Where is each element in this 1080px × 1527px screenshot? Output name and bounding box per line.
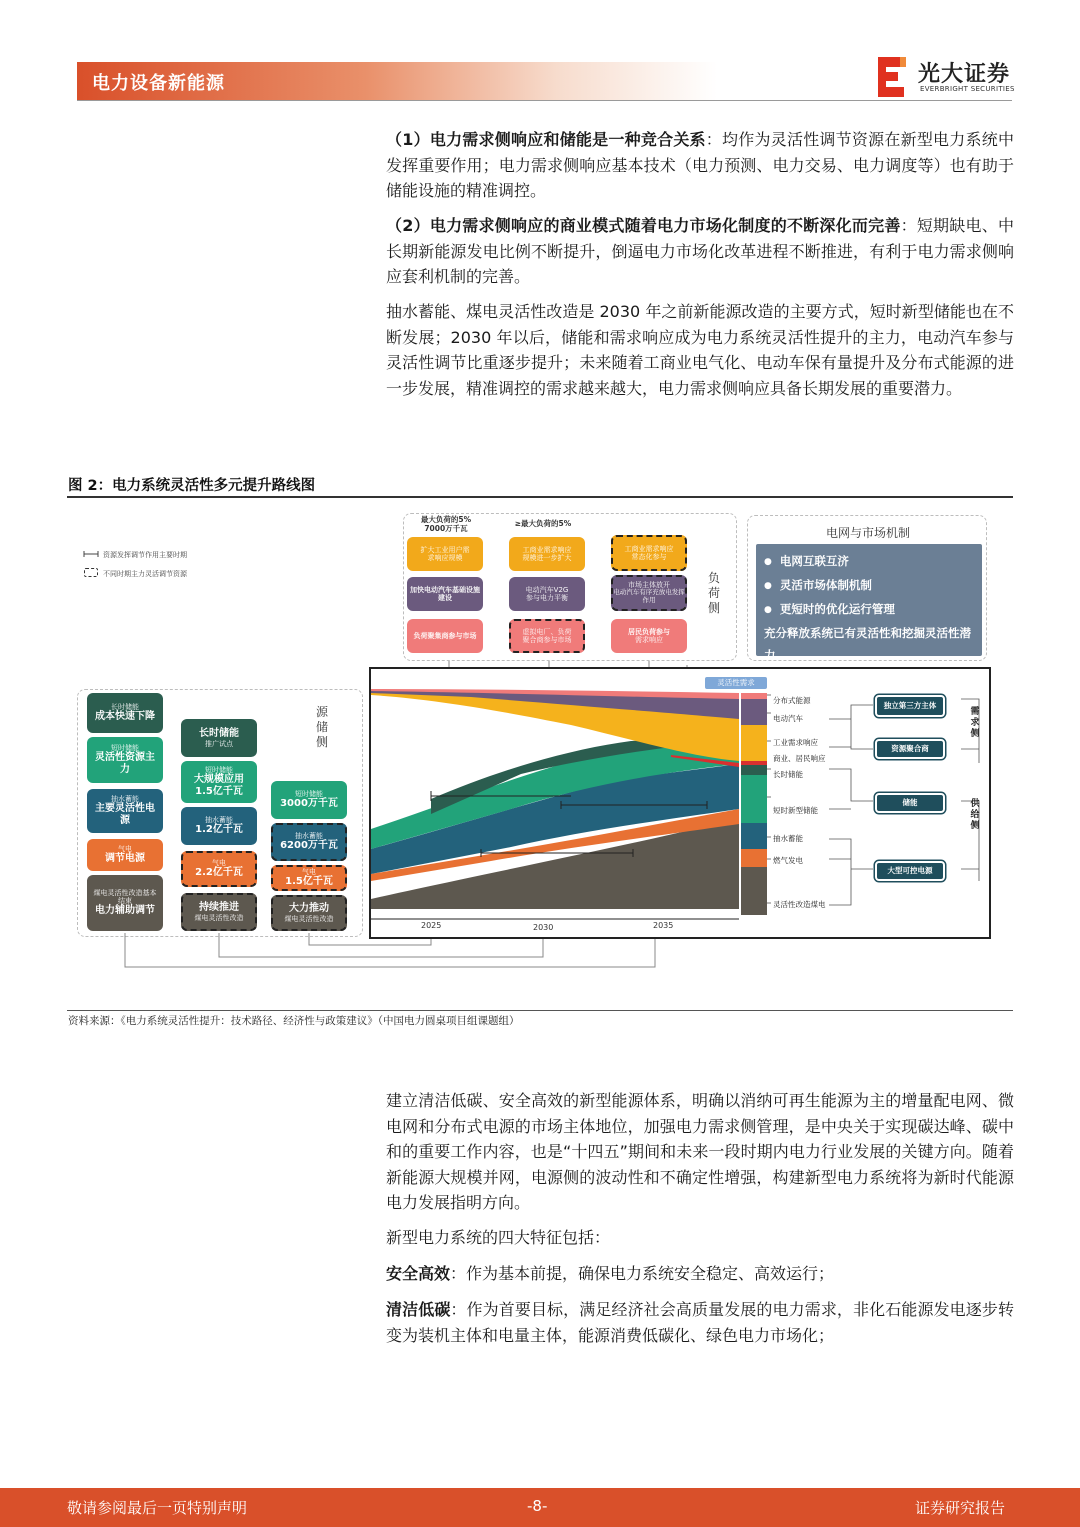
paragraph-7: 清洁低碳：作为首要目标，满足经济社会高质量发展的电力需求，非化石能源发电逐步转变为装机主体和电量主体，能源消费低碳化、绿色电力市场化； [386, 1300, 1014, 1345]
right-box-storage: 储能 [875, 793, 945, 813]
load-box-c1-r3: 负荷聚集商参与市场 [407, 619, 483, 653]
load-col-1-head: 最大负荷的5% 7000万千瓦 [420, 515, 472, 533]
footer-report-type: 证券研究报告 [914, 1499, 1005, 1517]
logo [878, 57, 1018, 99]
source-box-c1-r1: 长时储能 成本快速下降 [87, 693, 163, 733]
source-box-c2-r3: 抽水蓄能 1.2亿千瓦 [181, 807, 257, 845]
figure-title: 图 2：电力系统灵活性多元提升路线图 [68, 478, 316, 494]
logo-text-cn: 光大证券 [918, 62, 1011, 87]
year-tick: 2035 [653, 921, 674, 930]
source-side-label: 源储侧 [315, 705, 328, 749]
flexibility-chart-frame [369, 667, 991, 939]
grid-market-title: 电网与市场机制 [825, 526, 910, 540]
load-box-c1-r1: 扩大工业用户需 求响应规模 [407, 537, 483, 571]
figure-title-rule [67, 496, 1013, 498]
source-box-c2-r5: 持续推进 煤电灵活性改造 [181, 893, 257, 931]
resource-label: 燃气发电 [773, 856, 803, 865]
mechanism-summary: 充分释放系统已有灵活性和挖掘灵活性潜力 [764, 626, 971, 662]
load-box-c3-r3: 居民负荷参与 需求响应 [611, 619, 687, 653]
source-box-c3-r1: 短时储能 3000万千瓦 [271, 781, 347, 819]
load-box-c2-r3: 虚拟电厂、负荷 聚合商参与市场 [509, 619, 585, 653]
flex-demand-tag: 灵活性需求 [705, 677, 767, 689]
load-col-2-head: ≥最大负荷的5% [514, 519, 572, 528]
right-box-aggregator: 资源聚合商 [875, 739, 945, 759]
logo-text-en: EVERBRIGHT SECURITIES [920, 85, 1015, 93]
resource-label: 短时新型储能 [773, 806, 818, 815]
legend-solid-label: 资源发挥调节作用主要时期 [103, 551, 187, 559]
mechanism-item: ● 灵活市场体制机制 [764, 574, 974, 598]
demand-side-label: 需求侧 [970, 707, 980, 739]
source-box-c3-r3: 气电 1.5亿千瓦 [271, 865, 347, 891]
source-box-c1-r3: 抽水蓄能 主要灵活性电源 [87, 789, 163, 833]
source-box-c1-r4: 气电 调节电源 [87, 839, 163, 871]
right-box-controllable: 大型可控电源 [875, 861, 945, 881]
paragraph-5: 新型电力系统的四大特征包括： [386, 1228, 611, 1247]
year-tick: 2030 [533, 923, 554, 932]
header-rule [77, 100, 1012, 101]
figure-source: 资料来源：《电力系统灵活性提升：技术路径、经济性与政策建议》（中国电力圆桌项目组课题组） [68, 1015, 520, 1027]
source-box-c2-r2: 短时储能 大规模应用 1.5亿千瓦 [181, 761, 257, 803]
paragraph-2: （2）电力需求侧响应的商业模式随着电力市场化制度的不断深化而完善：短期缺电、中长期新能源发电比例不断提升，倒逼电力市场化改革进程不断推进，有利于电力需求侧响应套利机制的完善。 [386, 216, 1014, 286]
paragraph-6: 安全高效：作为基本前提，确保电力系统安全稳定、高效运行； [386, 1264, 835, 1283]
paragraph-1: （1）电力需求侧响应和储能是一种竞合关系：均作为灵活性调节资源在新型电力系统中发挥重要作用；电力需求侧响应基本技术（电力预测、电力交易、电力调度等）也有助于储能设施的精准调控。 [386, 130, 1014, 200]
section-title: 电力设备新能源 [92, 73, 225, 94]
source-box-c3-r4: 大力推动 煤电灵活性改造 [271, 895, 347, 931]
mechanism-item: ● 电网互联互济 [764, 550, 974, 574]
load-box-c3-r2: 市场主体放开 电动汽车有序充放电发挥作用 [611, 575, 687, 611]
resource-label: 分布式能源 [773, 696, 811, 705]
figure-roadmap [67, 505, 1013, 975]
everbright-logo-icon [878, 57, 908, 97]
load-box-c2-r1: 工商业需求响应 规模进一步扩大 [509, 537, 585, 571]
source-box-c3-r2: 抽水蓄能 6200万千瓦 [271, 823, 347, 861]
resource-label: 工业需求响应 [773, 738, 818, 747]
resource-label: 电动汽车 [773, 714, 803, 723]
supply-side-label: 供给侧 [970, 799, 980, 831]
year-tick: 2025 [421, 921, 442, 930]
load-side-label: 负荷侧 [707, 571, 720, 615]
page-number: -8- [527, 1497, 548, 1515]
load-box-c2-r2: 电动汽车V2G 参与电力平衡 [509, 577, 585, 611]
resource-label: 抽水蓄能 [773, 834, 803, 843]
source-rule [67, 1010, 1013, 1011]
legend-dashed-label: 不同时期主力灵活调节资源 [103, 570, 187, 578]
right-box-third-party: 独立第三方主体 [875, 695, 945, 717]
source-box-c2-r4: 气电 2.2亿千瓦 [181, 851, 257, 887]
resource-label: 商业、居民响应 [773, 754, 826, 763]
source-box-c2-r1: 长时储能 推广试点 [181, 719, 257, 757]
footer-disclaimer: 敬请参阅最后一页特别声明 [67, 1499, 248, 1517]
load-box-c1-r2: 加快电动汽车基础设施建设 [407, 577, 483, 611]
load-box-c3-r1: 工商业需求响应 常态化参与 [611, 535, 687, 571]
paragraph-4: 建立清洁低碳、安全高效的新型能源体系，明确以消纳可再生能源为主的增量配电网、微电网和分布式电源的市场主体地位，加强电力需求侧管理，是中央关于实现碳达峰、碳中和的重要工作内容，也是“十四五”期间和未来一段时期内电力行业发展的关键方向。随着新能源大规模并网，电源侧的波动性和不确定性增强，构建新型电力系统将为新时代能源电力发展指明方向。 [386, 1091, 1014, 1212]
resource-label: 长时储能 [773, 770, 803, 779]
source-box-c1-r5: 煤电灵活性改造基本结束 电力辅助调节 [87, 875, 163, 931]
paragraph-3: 抽水蓄能、煤电灵活性改造是 2030 年之前新能源改造的主要方式，短时新型储能也在不断发展；2030 年以后，储能和需求响应成为电力系统灵活性提升的主力，电动汽车参与灵活性调节比重逐步提升；未来随着工商业电气化、电动车保有量提升及分布式能源的进一步发展，精准调控的需求越来越大，电力需求侧响应具备长期发展的重要潜力。 [386, 302, 1014, 398]
mechanism-item: ● 更短时的优化运行管理 [764, 598, 974, 622]
resource-label: 灵活性改造煤电 [773, 900, 826, 909]
source-box-c1-r2: 短时储能 灵活性资源主力 [87, 737, 163, 783]
